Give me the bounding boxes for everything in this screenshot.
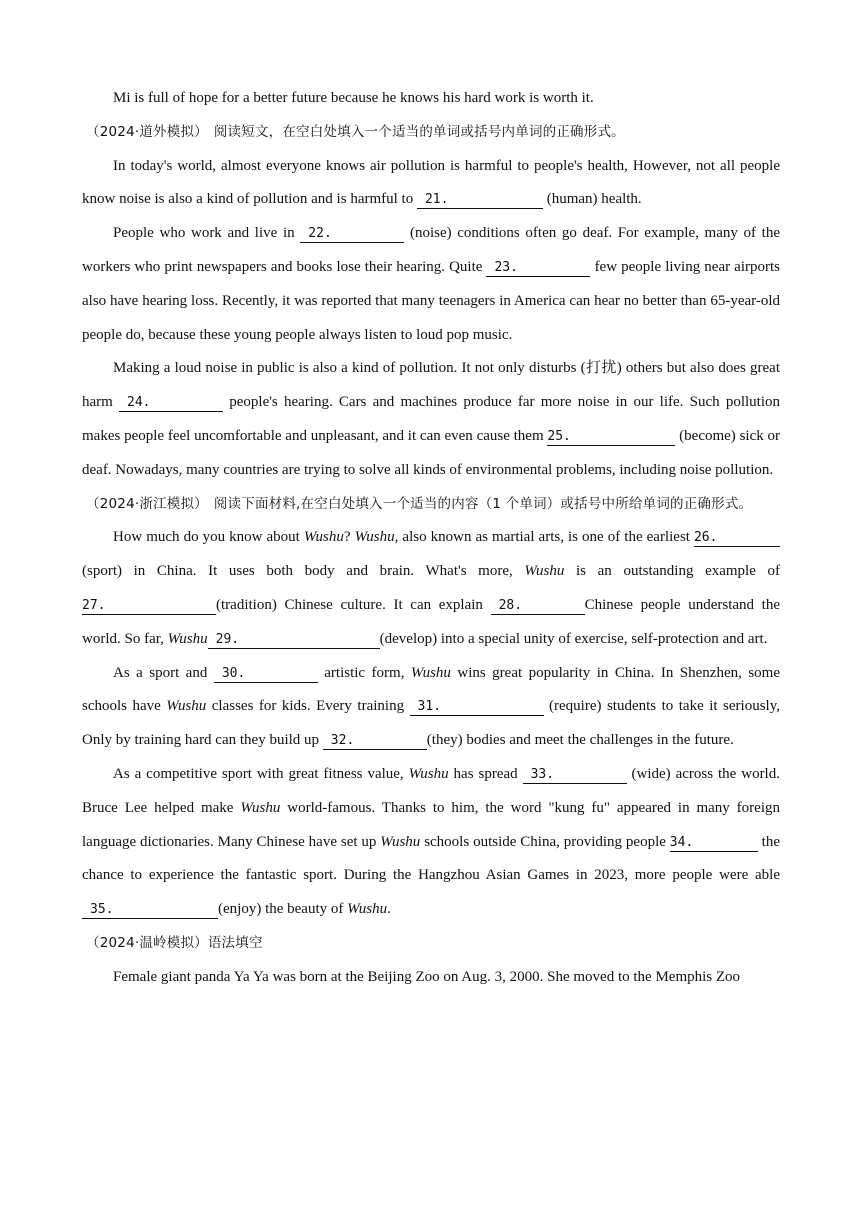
blank-34[interactable]: 34.	[670, 834, 758, 852]
blank-27[interactable]: 27.	[82, 597, 216, 615]
blank-33[interactable]: 33.	[523, 766, 627, 784]
section-header-zhejiang	[86, 488, 780, 522]
blank-21[interactable]: 21.	[417, 191, 543, 209]
source-tag: （2024·温岭模拟）	[86, 934, 208, 951]
noise-paragraph-3: Making a loud noise in public is also a kind of pollution. It not only disturbs (打扰) others but also does great harm 24. people's hearing. Cars and machines produce far more noise in our life. Such pollution makes people feel uncomfortable and unpleasant, and it can even cause them 25. (become) sick or deaf. Nowadays, many countries are trying to solve all kinds of environmental problems, including noise pollution.	[82, 360, 780, 478]
section-header-daowai	[86, 116, 780, 150]
noise-paragraph-2: People who work and live in 22. (noise) conditions often go deaf. For example, many of the workers who print newspapers and books lose their hearing. Quite 23. few people living near airports also have hearing loss. Recently, it was reported that many teenagers in America can hear no better than 65-year-old people do, because these young people always listen to loud pop music.	[82, 225, 780, 343]
panda-paragraph-1: Female giant panda Ya Ya was born at the Beijing Zoo on Aug. 3, 2000. She moved to the Memphis Zoo	[113, 968, 741, 985]
instruction-text: 语法填空	[207, 934, 263, 951]
blank-26[interactable]: 26.	[694, 529, 780, 547]
blank-29[interactable]: 29.	[208, 631, 380, 649]
blank-23[interactable]: 23.	[486, 259, 590, 277]
wushu-paragraph-3: As a competitive sport with great fitness value, Wushu has spread 33. (wide) across the world. Bruce Lee helped make Wushu world-famous. Thanks to him, the word "kung fu" appeared in many foreign language dictionaries. Many Chinese have set up Wushu schools outside China, providing people 34. the chance to experience the fantastic sport. During the Hangzhou Asian Games in 2023, more people were able 35. (enjoy) the beauty of Wushu.	[82, 765, 780, 918]
blank-22[interactable]: 22.	[300, 225, 404, 243]
wushu-paragraph-2: As a sport and 30. artistic form, Wushu wins great popularity in China. In Shenzhen, some schools have Wushu classes for kids. Every training 31. (require) students to take it seriously, Only by training hard can they build up 32. (they) bodies and meet the challenges in the future.	[82, 664, 780, 749]
source-tag: （2024·道外模拟）	[86, 123, 208, 140]
source-tag: （2024·浙江模拟）	[86, 495, 208, 512]
passage-closing-line: Mi is full of hope for a better future because he knows his hard work is worth it.	[113, 90, 594, 106]
section-header-wenling	[86, 927, 780, 961]
blank-32[interactable]: 32.	[323, 732, 427, 750]
blank-35[interactable]: 35.	[82, 901, 218, 919]
instruction-text: 阅读短文，在空白处填入一个适当的单词或括号内单词的正确形式。	[213, 123, 625, 140]
blank-31[interactable]: 31.	[410, 698, 544, 716]
instruction-text: 阅读下面材料,在空白处填入一个适当的内容（1 个单词）或括号中所给单词的正确形式。	[213, 495, 753, 512]
blank-24[interactable]: 24.	[119, 394, 223, 412]
blank-28[interactable]: 28.	[491, 597, 585, 615]
blank-25[interactable]: 25.	[547, 428, 675, 446]
wushu-paragraph-1: How much do you know about Wushu? Wushu, also known as martial arts, is one of the earliest 26.(sport) in China. It uses both body and brain. What's more, Wushu is an outstanding example of 27. (tradition) Chinese culture. It can explain 28. Chinese people understand the world. So far, Wushu 29. (develop) into a special unity of exercise, self-protection and art.	[82, 529, 781, 647]
noise-paragraph-1: In today's world, almost everyone knows air pollution is harmful to people's health, However, not all people know noise is also a kind of pollution and is harmful to 21. (human) health.	[82, 157, 780, 208]
blank-30[interactable]: 30.	[214, 665, 318, 683]
document-body	[82, 82, 780, 995]
